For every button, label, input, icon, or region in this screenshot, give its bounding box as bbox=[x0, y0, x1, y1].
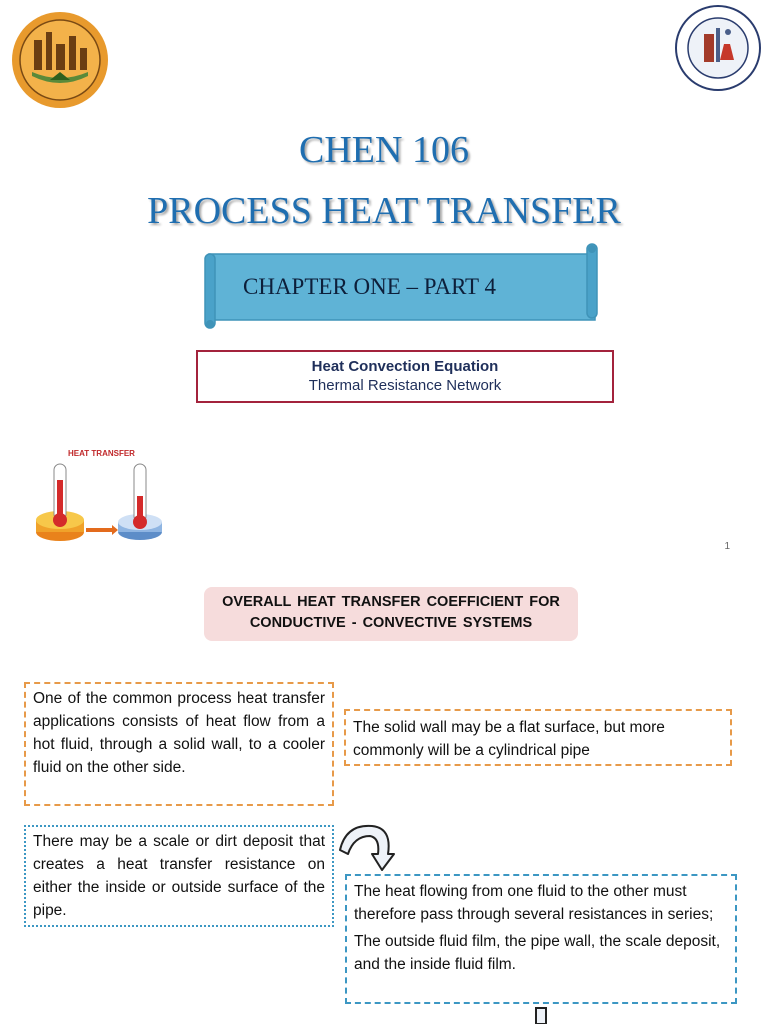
section-heading-line2: CONDUCTIVE - CONVECTIVE SYSTEMS bbox=[249, 615, 533, 631]
chapter-label: CHAPTER ONE – PART 4 bbox=[243, 274, 496, 299]
note-resistances-p1: The heat flowing from one fluid to the other must therefore pass through several resistances in series; bbox=[354, 883, 714, 923]
thermometers-graphic bbox=[28, 446, 168, 550]
topic-box bbox=[196, 350, 614, 403]
curved-arrow-icon bbox=[336, 820, 402, 872]
down-arrow-icon bbox=[530, 1006, 552, 1024]
note-scale-deposit: There may be a scale or dirt deposit that creates a heat transfer resistance on either the inside or outside surface of the pipe. bbox=[24, 825, 334, 927]
course-code-title: CHEN 106 bbox=[299, 129, 469, 171]
chemical-engineering-department-seal bbox=[674, 4, 762, 92]
graphic-title: HEAT TRANSFER bbox=[68, 449, 135, 458]
note-common-application: One of the common process heat transfer applications consists of heat flow from a hot fluid, through a solid wall, to a cooler fluid on the other side. bbox=[24, 682, 334, 806]
slide-number: 1 bbox=[724, 541, 730, 552]
royal-commission-logo bbox=[10, 10, 110, 110]
section-heading bbox=[204, 587, 578, 641]
note-resistances bbox=[345, 874, 737, 1004]
course-name-title: PROCESS HEAT TRANSFER bbox=[147, 190, 621, 232]
topic-subtitle: Thermal Resistance Network bbox=[308, 377, 502, 394]
slide-separator bbox=[0, 565, 768, 566]
note-resistances-p2: The outside fluid film, the pipe wall, the scale deposit, and the inside fluid film. bbox=[354, 933, 721, 973]
section-heading-line1: OVERALL HEAT TRANSFER COEFFICIENT FOR bbox=[222, 594, 560, 610]
topic-title: Heat Convection Equation bbox=[311, 358, 499, 375]
note-solid-wall: The solid wall may be a flat surface, but more commonly will be a cylindrical pipe bbox=[344, 709, 732, 766]
